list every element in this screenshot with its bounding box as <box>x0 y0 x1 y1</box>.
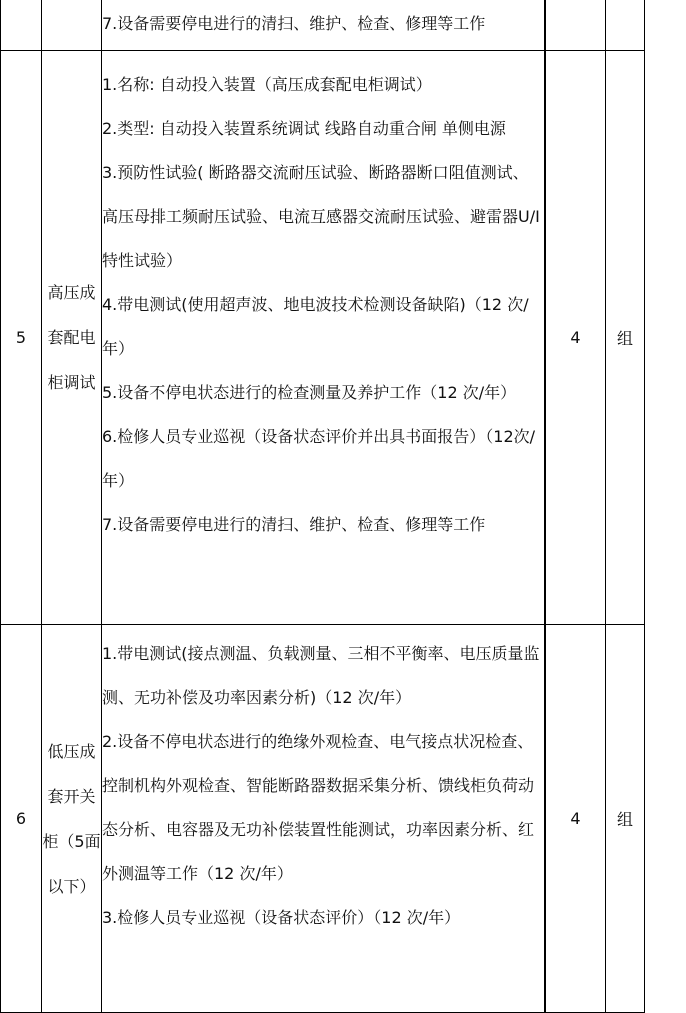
table-row <box>1 625 645 1013</box>
description-line: 6.检修人员专业巡视（设备状态评价并出具书面报告）（12次/年） <box>102 427 536 490</box>
unit-cell: 组 <box>606 625 645 1013</box>
description-line: 2.类型: 自动投入装置系统调试 线路自动重合闸 单侧电源 <box>102 119 506 138</box>
item-name-cell: 低压成套开关柜（5面以下） <box>42 625 102 1013</box>
item-name-cell <box>42 0 102 51</box>
row-number-cell: 5 <box>1 51 42 625</box>
description-line: 7.设备需要停电进行的清扫、维护、检查、修理等工作 <box>102 515 486 534</box>
item-description-cell <box>102 0 545 51</box>
description-line: 4.带电测试(使用超声波、地电波技术检测设备缺陷)（12 次/年） <box>102 295 529 358</box>
unit-cell: 组 <box>606 51 645 625</box>
row-number-cell: 6 <box>1 625 42 1013</box>
description-line: 3.预防性试验( 断路器交流耐压试验、断路器断口阻值测试、高压母排工频耐压试验、电流互感器交流耐压试验、避雷器U/I 特性试验） <box>102 163 540 270</box>
description-line: 1.名称: 自动投入装置（高压成套配电柜调试） <box>102 75 432 94</box>
quantity-cell <box>546 0 606 51</box>
quantity-cell: 4 <box>546 625 606 1013</box>
item-name-cell: 高压成套配电柜调试 <box>42 51 102 625</box>
description-line: 5.设备不停电状态进行的检查测量及养护工作（12 次/年） <box>102 383 517 402</box>
item-description-cell <box>102 625 545 1013</box>
item-description-cell <box>102 51 545 625</box>
table-row <box>1 0 645 51</box>
description-line: 3.检修人员专业巡视（设备状态评价）（12 次/年） <box>102 908 461 927</box>
description-line: 7.设备需要停电进行的清扫、维护、检查、修理等工作 <box>102 14 486 33</box>
table-row <box>1 51 645 625</box>
description-line: 1.带电测试(接点测温、负载测量、三相不平衡率、电压质量监测、无功补偿及功率因素分析)（12 次/年） <box>102 644 540 707</box>
unit-cell <box>606 0 645 51</box>
description-line: 2.设备不停电状态进行的绝缘外观检查、电气接点状况检查、控制机构外观检查、智能断路器数据采集分析、馈线柜负荷动态分析、电容器及无功补偿装置性能测试，功率因素分析、红外测温等工作（12 次/年） <box>102 732 535 883</box>
row-number-cell <box>1 0 42 51</box>
quantity-cell: 4 <box>546 51 606 625</box>
